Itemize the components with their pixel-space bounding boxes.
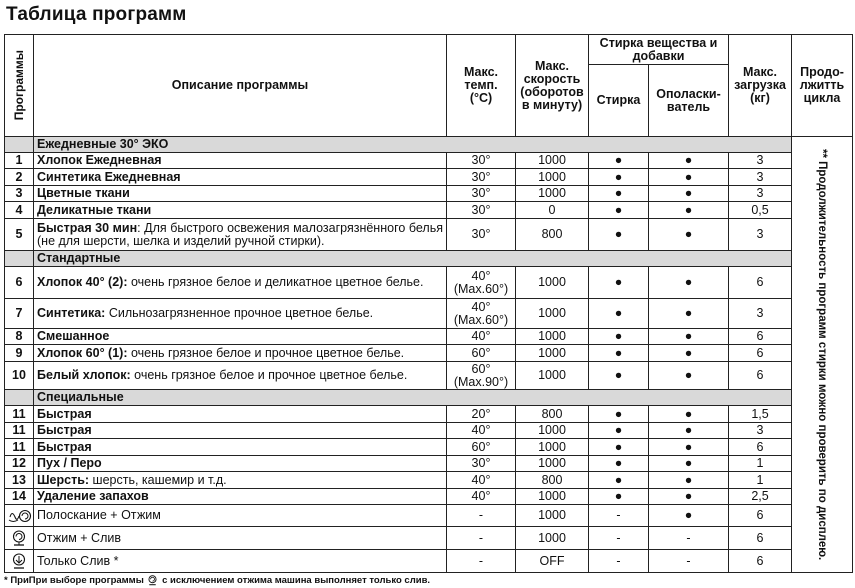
section-title-standard: Стандартные bbox=[34, 251, 792, 267]
program-table bbox=[4, 34, 853, 573]
table-row: 3 Цветные ткани 30° 1000 ● ● 3 bbox=[5, 186, 853, 202]
softener-dot: ● bbox=[684, 456, 693, 470]
wash-dot: ● bbox=[614, 456, 623, 470]
table-row: Полоскание + Отжим - 1000 - ● 6 bbox=[5, 505, 853, 527]
table-row: 6 Хлопок 40° (2): очень грязное белое и деликатное цветное белье. 40° (Max.60°) 1000 ● ● 6 bbox=[5, 267, 853, 299]
spin-drain-icon bbox=[11, 530, 27, 547]
footnote: * ПриПри выборе программы с исключением отжима машина выполняет только слив. bbox=[4, 575, 431, 587]
drain-icon bbox=[147, 575, 158, 586]
drain-icon bbox=[11, 553, 27, 570]
duration-note: ** Продолжительность программ стирки можно проверить по дисплею. bbox=[792, 137, 853, 573]
wash-dot: ● bbox=[614, 368, 623, 382]
section-row-daily bbox=[5, 137, 853, 153]
header-duration: Продо- лжитть цикла bbox=[792, 35, 853, 137]
header-description: Описание программы bbox=[34, 35, 447, 137]
section-title-special: Специальные bbox=[34, 390, 792, 406]
table-row: 11 Быстрая 60° 1000 ● ● 6 bbox=[5, 439, 853, 456]
table-row: Отжим + Слив - 1000 - - 6 bbox=[5, 527, 853, 550]
header-wash: Стирка bbox=[589, 65, 649, 137]
page-title: Таблица программ bbox=[6, 4, 187, 25]
wash-dot: ● bbox=[614, 153, 623, 167]
softener-dot: ● bbox=[684, 275, 693, 289]
softener-dot: ● bbox=[684, 345, 693, 360]
table-row: 10 Белый хлопок: очень грязное белое и прочное цветное белье. 60° (Max.90°) 1000 ● ● 6 bbox=[5, 362, 853, 390]
table-row: 1 Хлопок Ежедневная 30° 1000 ● ● 3 bbox=[5, 153, 853, 169]
header-max-temp: Макс. темп. (°C) bbox=[447, 35, 516, 137]
table-row: 12 Пух / Перо 30° 1000 ● ● 1 bbox=[5, 456, 853, 472]
softener-dot: ● bbox=[684, 169, 693, 184]
table-row: 7 Синтетика: Сильнозагрязненное прочное цветное белье. 40° (Max.60°) 1000 ● ● 3 bbox=[5, 299, 853, 329]
wash-dot: ● bbox=[614, 329, 623, 343]
wash-dot: ● bbox=[614, 306, 623, 320]
table-row: 14 Удаление запахов 40° 1000 ● ● 2,5 bbox=[5, 489, 853, 505]
section-row-special bbox=[5, 390, 853, 406]
wash-dot: ● bbox=[614, 186, 623, 200]
wash-dot: ● bbox=[614, 227, 623, 241]
softener-dot: ● bbox=[684, 186, 693, 200]
section-title-daily: Ежедневные 30° ЭКО bbox=[34, 137, 792, 153]
softener-dot: ● bbox=[684, 439, 693, 454]
wash-dot: ● bbox=[614, 406, 623, 421]
softener-dot: ● bbox=[684, 489, 693, 503]
softener-dot: ● bbox=[684, 202, 693, 217]
table-row: 8 Смешанное 40° 1000 ● ● 6 bbox=[5, 329, 853, 345]
softener-dot: ● bbox=[684, 153, 693, 167]
softener-dot: ● bbox=[684, 329, 693, 343]
table-row: Только Слив * - OFF - - 6 bbox=[5, 550, 853, 573]
wash-dot: ● bbox=[614, 169, 623, 184]
table-row: 2 Синтетика Ежедневная 30° 1000 ● ● 3 bbox=[5, 169, 853, 186]
table-row: 4 Деликатные ткани 30° 0 ● ● 0,5 bbox=[5, 202, 853, 219]
softener-dot: ● bbox=[684, 472, 693, 487]
softener-dot: ● bbox=[684, 406, 693, 421]
softener-dot: ● bbox=[684, 306, 693, 320]
softener-dot: ● bbox=[684, 508, 693, 522]
wash-dot: ● bbox=[614, 439, 623, 454]
wash-dot: ● bbox=[614, 275, 623, 289]
wash-dot: ● bbox=[614, 472, 623, 487]
section-row-standard bbox=[5, 251, 853, 267]
softener-dot: ● bbox=[684, 368, 693, 382]
table-row: 9 Хлопок 60° (1): очень грязное белое и прочное цветное белье. 60° 1000 ● ● 6 bbox=[5, 345, 853, 362]
header-max-load: Макс. загрузка (кг) bbox=[729, 35, 792, 137]
wash-dot: ● bbox=[614, 423, 623, 437]
softener-dot: ● bbox=[684, 423, 693, 437]
wash-dot: ● bbox=[614, 489, 623, 503]
wash-dot: ● bbox=[614, 202, 623, 217]
table-row: 5 Быстрая 30 мин: Для быстрого освежения малозагрязнённого белья (не для шерсти, шелка и изделий ручной стирки). 30° 800 ● ● 3 bbox=[5, 219, 853, 251]
wash-dot: ● bbox=[614, 345, 623, 360]
table-row: 13 Шерсть: шерсть, кашемир и т.д. 40° 800 ● ● 1 bbox=[5, 472, 853, 489]
header-max-speed: Макс. скорость (оборотов в минуту) bbox=[516, 35, 589, 137]
table-row: 11 Быстрая 40° 1000 ● ● 3 bbox=[5, 423, 853, 439]
rinse-spin-icon bbox=[8, 508, 32, 524]
header-softener: Ополаски- ватель bbox=[649, 65, 729, 137]
header-programs: Программы bbox=[5, 35, 34, 137]
softener-dot: ● bbox=[684, 227, 693, 241]
header-detergent-group: Стирка вещества и добавки bbox=[589, 35, 729, 65]
table-row: 11 Быстрая 20° 800 ● ● 1,5 bbox=[5, 406, 853, 423]
